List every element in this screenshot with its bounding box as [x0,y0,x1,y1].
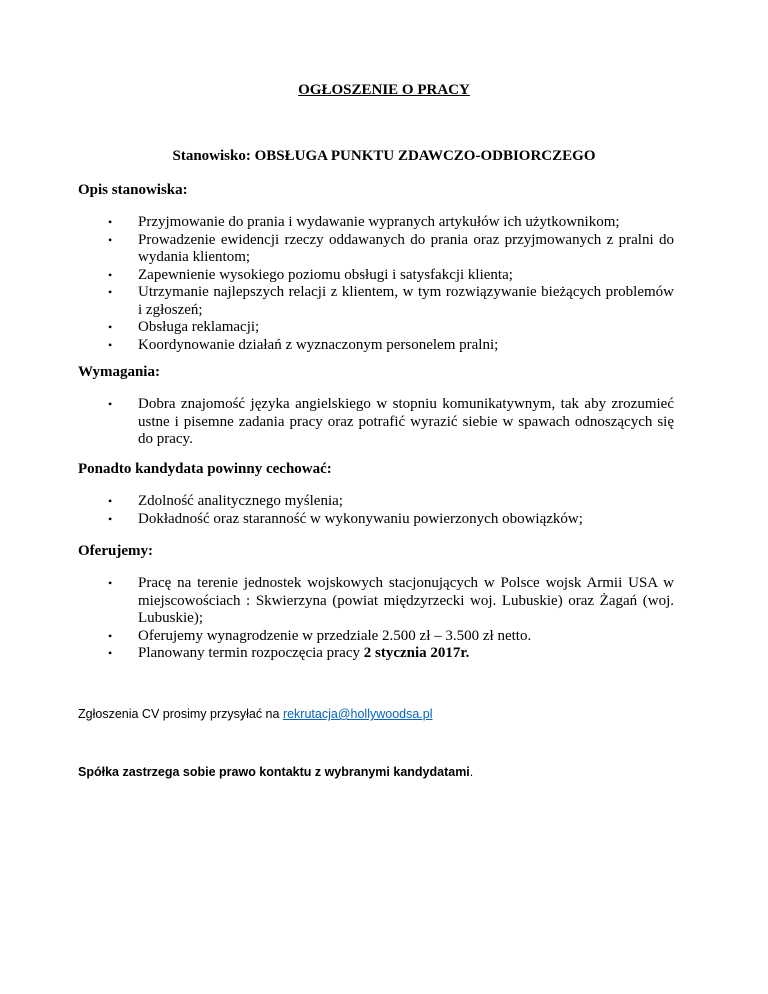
list-item: • Koordynowanie działań z wyznaczonym personelem pralni; [108,337,674,355]
footer-period: . [469,765,474,779]
requirements-heading: Wymagania: [78,364,160,380]
list-item: • Pracę na terenie jednostek wojskowych stacjonujących w Polsce wojsk Armii USA w miejscowościach : Skwierzyna (powiat międzyrzecki woj. Lubuskie) oraz Żagań (woj. Lubuskie); [108,575,674,628]
footer-line [78,765,473,779]
traits-list [108,493,674,528]
list-item: • Dokładność oraz staranność w wykonywaniu powierzonych obowiązków; [108,511,674,529]
description-list [108,214,674,354]
start-prefix: Planowany termin rozpoczęcia pracy [138,645,364,661]
position-line: Stanowisko: OBSŁUGA PUNKTU ZDAWCZO-ODBIORCZEGO [172,148,596,164]
list-item: • Utrzymanie najlepszych relacji z klientem, w tym rozwiązywanie bieżących problemów i zgłoszeń; [108,284,674,319]
page-title: OGŁOSZENIE O PRACY [298,82,470,98]
start-date: 2 stycznia 2017r. [363,645,470,661]
list-item: • Zdolność analitycznego myślenia; [108,493,674,511]
cv-text: Zgłoszenia CV prosimy przysyłać na [78,707,283,721]
list-item: • Zapewnienie wysokiego poziomu obsługi i satysfakcji klienta; [108,267,674,285]
description-heading: Opis stanowiska: [78,182,188,198]
list-item: • Oferujemy wynagrodzenie w przedziale 2.500 zł – 3.500 zł netto. [108,628,674,646]
list-item: • Obsługa reklamacji; [108,319,674,337]
requirements-list [108,396,674,449]
list-item: • Dobra znajomość języka angielskiego w stopniu komunikatywnym, tak aby zrozumieć ustne i pisemne zadania pracy oraz potrafić wyrazić siebie w spawach odnoszących się do pracy. [108,396,674,449]
offer-heading: Oferujemy: [78,543,153,559]
list-item: • Przyjmowanie do prania i wydawanie wypranych artykułów ich użytkownikom; [108,214,674,232]
traits-heading: Ponadto kandydata powinny cechować: [78,461,332,477]
cv-line [78,707,433,721]
list-item: • Prowadzenie ewidencji rzeczy oddawanych do prania oraz przyjmowanych z pralni do wydania klientom; [108,232,674,267]
email-link[interactable]: rekrutacja@hollywoodsa.pl [282,707,433,721]
list-item [108,645,674,663]
offer-list [108,575,674,663]
footer-note: Spółka zastrzega sobie prawo kontaktu z wybranymi kandydatami [78,765,470,779]
